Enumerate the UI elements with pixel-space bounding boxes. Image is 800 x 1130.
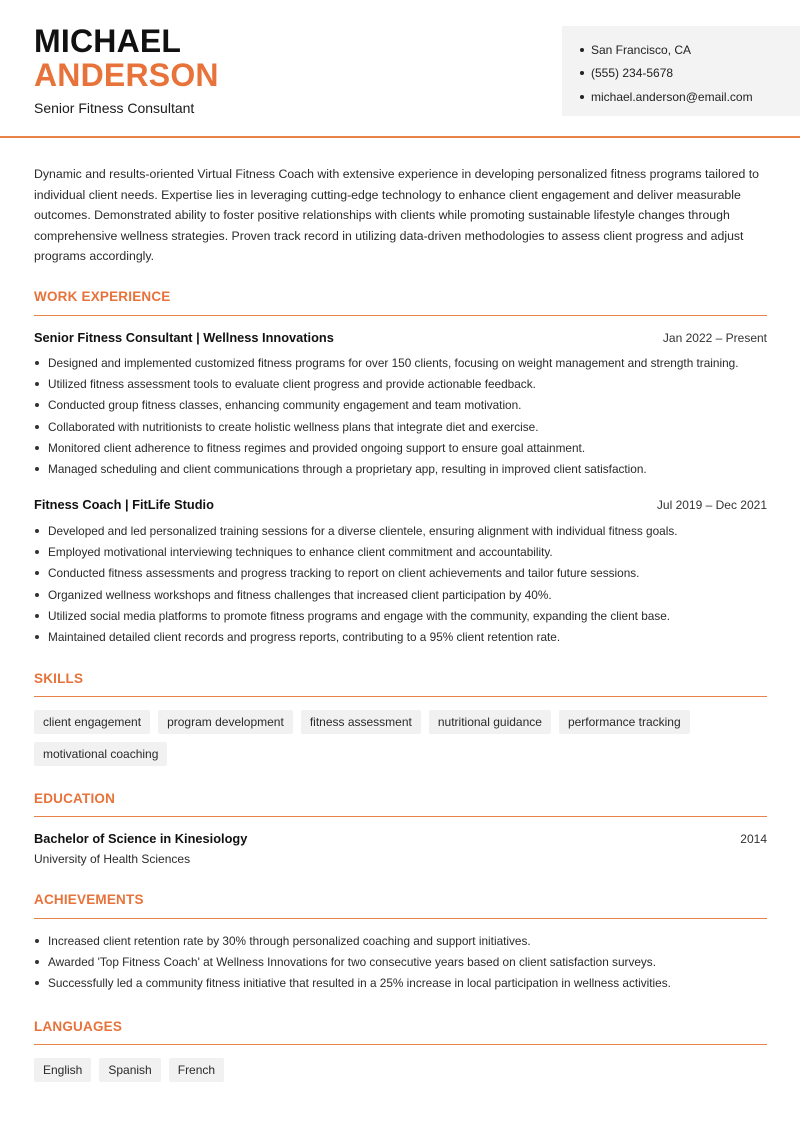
- education-header: [34, 831, 767, 846]
- bullet-text: Monitored client adherence to fitness regimes and provided ongoing support to ensure goal attainment.: [48, 440, 586, 455]
- contact-location: [580, 38, 800, 62]
- resume-header: [0, 0, 800, 138]
- bullet-icon: [35, 939, 39, 943]
- bullet-text: Employed motivational interviewing techniques to enhance client commitment and accountability.: [48, 545, 553, 560]
- list-item: [34, 440, 774, 461]
- job-dates: Jul 2019 – Dec 2021: [656, 498, 767, 512]
- bullet-text: Conducted group fitness classes, enhancing community engagement and team motivation.: [48, 398, 522, 413]
- bullet-text: Organized wellness workshops and fitness challenges that increased client participation by 40%.: [48, 587, 552, 602]
- list-item: [34, 419, 774, 440]
- skill-tag: nutritional guidance: [429, 710, 551, 734]
- email-text: michael.anderson@email.com: [591, 89, 753, 104]
- school-name: University of Health Sciences: [34, 852, 191, 866]
- list-item: [34, 355, 774, 376]
- bullet-icon: [35, 529, 39, 533]
- list-item: [34, 397, 774, 418]
- bullet-icon: [35, 981, 39, 985]
- bullet-text: Awarded 'Top Fitness Coach' at Wellness Innovations for two consecutive years based on client satisfaction surveys.: [48, 955, 656, 970]
- skills-list: [34, 710, 774, 766]
- bullet-icon: [35, 635, 39, 639]
- section-divider: [34, 315, 767, 316]
- bullet-icon: [580, 71, 584, 75]
- job-title: Senior Fitness Consultant: [34, 100, 195, 116]
- list-item: [34, 587, 774, 608]
- achievements-heading: ACHIEVEMENTS: [34, 892, 144, 907]
- work-experience-heading: WORK EXPERIENCE: [34, 289, 171, 304]
- list-item: [34, 544, 774, 565]
- language-tag: English: [34, 1058, 91, 1082]
- bullet-text: Maintained detailed client records and progress reports, contributing to a 95% client retention rate.: [48, 629, 561, 644]
- language-tag: French: [169, 1058, 224, 1082]
- languages-heading: LANGUAGES: [34, 1019, 123, 1034]
- skill-tag: program development: [158, 710, 293, 734]
- bullet-icon: [35, 361, 39, 365]
- contact-email: [580, 85, 800, 109]
- job-dates: Jan 2022 – Present: [662, 331, 767, 345]
- bullet-icon: [580, 48, 584, 52]
- job-bullets: [34, 523, 774, 650]
- bullet-icon: [35, 550, 39, 554]
- language-tag: Spanish: [99, 1058, 160, 1082]
- bullet-icon: [35, 382, 39, 386]
- list-item: [34, 608, 774, 629]
- section-divider: [34, 696, 767, 697]
- last-name: ANDERSON: [34, 57, 219, 93]
- bullet-text: Collaborated with nutritionists to create holistic wellness plans that integrate diet and exercise.: [48, 419, 539, 434]
- degree: Bachelor of Science in Kinesiology: [34, 831, 248, 846]
- list-item: [34, 954, 774, 975]
- skill-tag: motivational coaching: [34, 742, 167, 766]
- list-item: [34, 933, 774, 954]
- list-item: [34, 461, 774, 482]
- bullet-icon: [35, 425, 39, 429]
- contact-phone: [580, 62, 800, 86]
- contact-box: [562, 26, 800, 116]
- skill-tag: fitness assessment: [301, 710, 421, 734]
- education-heading: EDUCATION: [34, 791, 116, 806]
- summary-paragraph: Dynamic and results-oriented Virtual Fitness Coach with extensive experience in developing personalized fitness programs tailored to individual client needs. Expertise lies in leveraging cutting-edge technology to enhance client engagement and deliver measurable outcomes. Demonstrated ability to foster positive relationships with clients while promoting sustainable lifestyle changes through comprehensive wellness strategies. Proven track record in utilizing data-driven methodologies to assess client progress and adjust programs accordingly.: [34, 167, 759, 263]
- bullet-icon: [580, 95, 584, 99]
- section-divider: [34, 1044, 767, 1045]
- list-item: [34, 629, 774, 650]
- graduation-year: 2014: [740, 832, 767, 846]
- bullet-text: Managed scheduling and client communications through a proprietary app, resulting in improved client satisfaction.: [48, 461, 647, 476]
- skill-tag: client engagement: [34, 710, 150, 734]
- bullet-text: Conducted fitness assessments and progress tracking to report on client achievements and tailor future sessions.: [48, 566, 640, 581]
- list-item: [34, 523, 774, 544]
- bullet-text: Developed and led personalized training sessions for a diverse clientele, ensuring alignment with individual fitness goals.: [48, 524, 678, 538]
- skill-tag: performance tracking: [559, 710, 690, 734]
- job-header: [34, 497, 767, 512]
- achievements-list: [34, 933, 774, 997]
- list-item: [34, 376, 774, 397]
- bullet-icon: [35, 571, 39, 575]
- bullet-text: Increased client retention rate by 30% through personalized coaching and support initiatives.: [48, 934, 531, 948]
- bullet-icon: [35, 467, 39, 471]
- bullet-icon: [35, 593, 39, 597]
- bullet-text: Utilized fitness assessment tools to evaluate client progress and provide actionable feedback.: [48, 377, 536, 392]
- bullet-icon: [35, 446, 39, 450]
- bullet-text: Designed and implemented customized fitness programs for over 150 clients, focusing on weight management and strength training.: [48, 356, 739, 370]
- bullet-icon: [35, 403, 39, 407]
- bullet-icon: [35, 614, 39, 618]
- job-role: Senior Fitness Consultant | Wellness Innovations: [34, 330, 334, 345]
- bullet-text: Successfully led a community fitness initiative that resulted in a 25% increase in local participation in wellness activities.: [48, 976, 671, 991]
- skills-heading: SKILLS: [34, 671, 84, 686]
- job-role: Fitness Coach | FitLife Studio: [34, 497, 214, 512]
- first-name: MICHAEL: [34, 23, 182, 59]
- phone-text: (555) 234-5678: [591, 66, 674, 81]
- section-divider: [34, 816, 767, 817]
- location-text: San Francisco, CA: [591, 42, 692, 57]
- languages-list: [34, 1058, 774, 1082]
- list-item: [34, 565, 774, 586]
- job-header: [34, 330, 767, 345]
- bullet-text: Utilized social media platforms to promote fitness programs and engage with the community, expanding the client base.: [48, 608, 671, 623]
- section-divider: [34, 918, 767, 919]
- job-bullets: [34, 355, 774, 482]
- bullet-icon: [35, 960, 39, 964]
- list-item: [34, 975, 774, 996]
